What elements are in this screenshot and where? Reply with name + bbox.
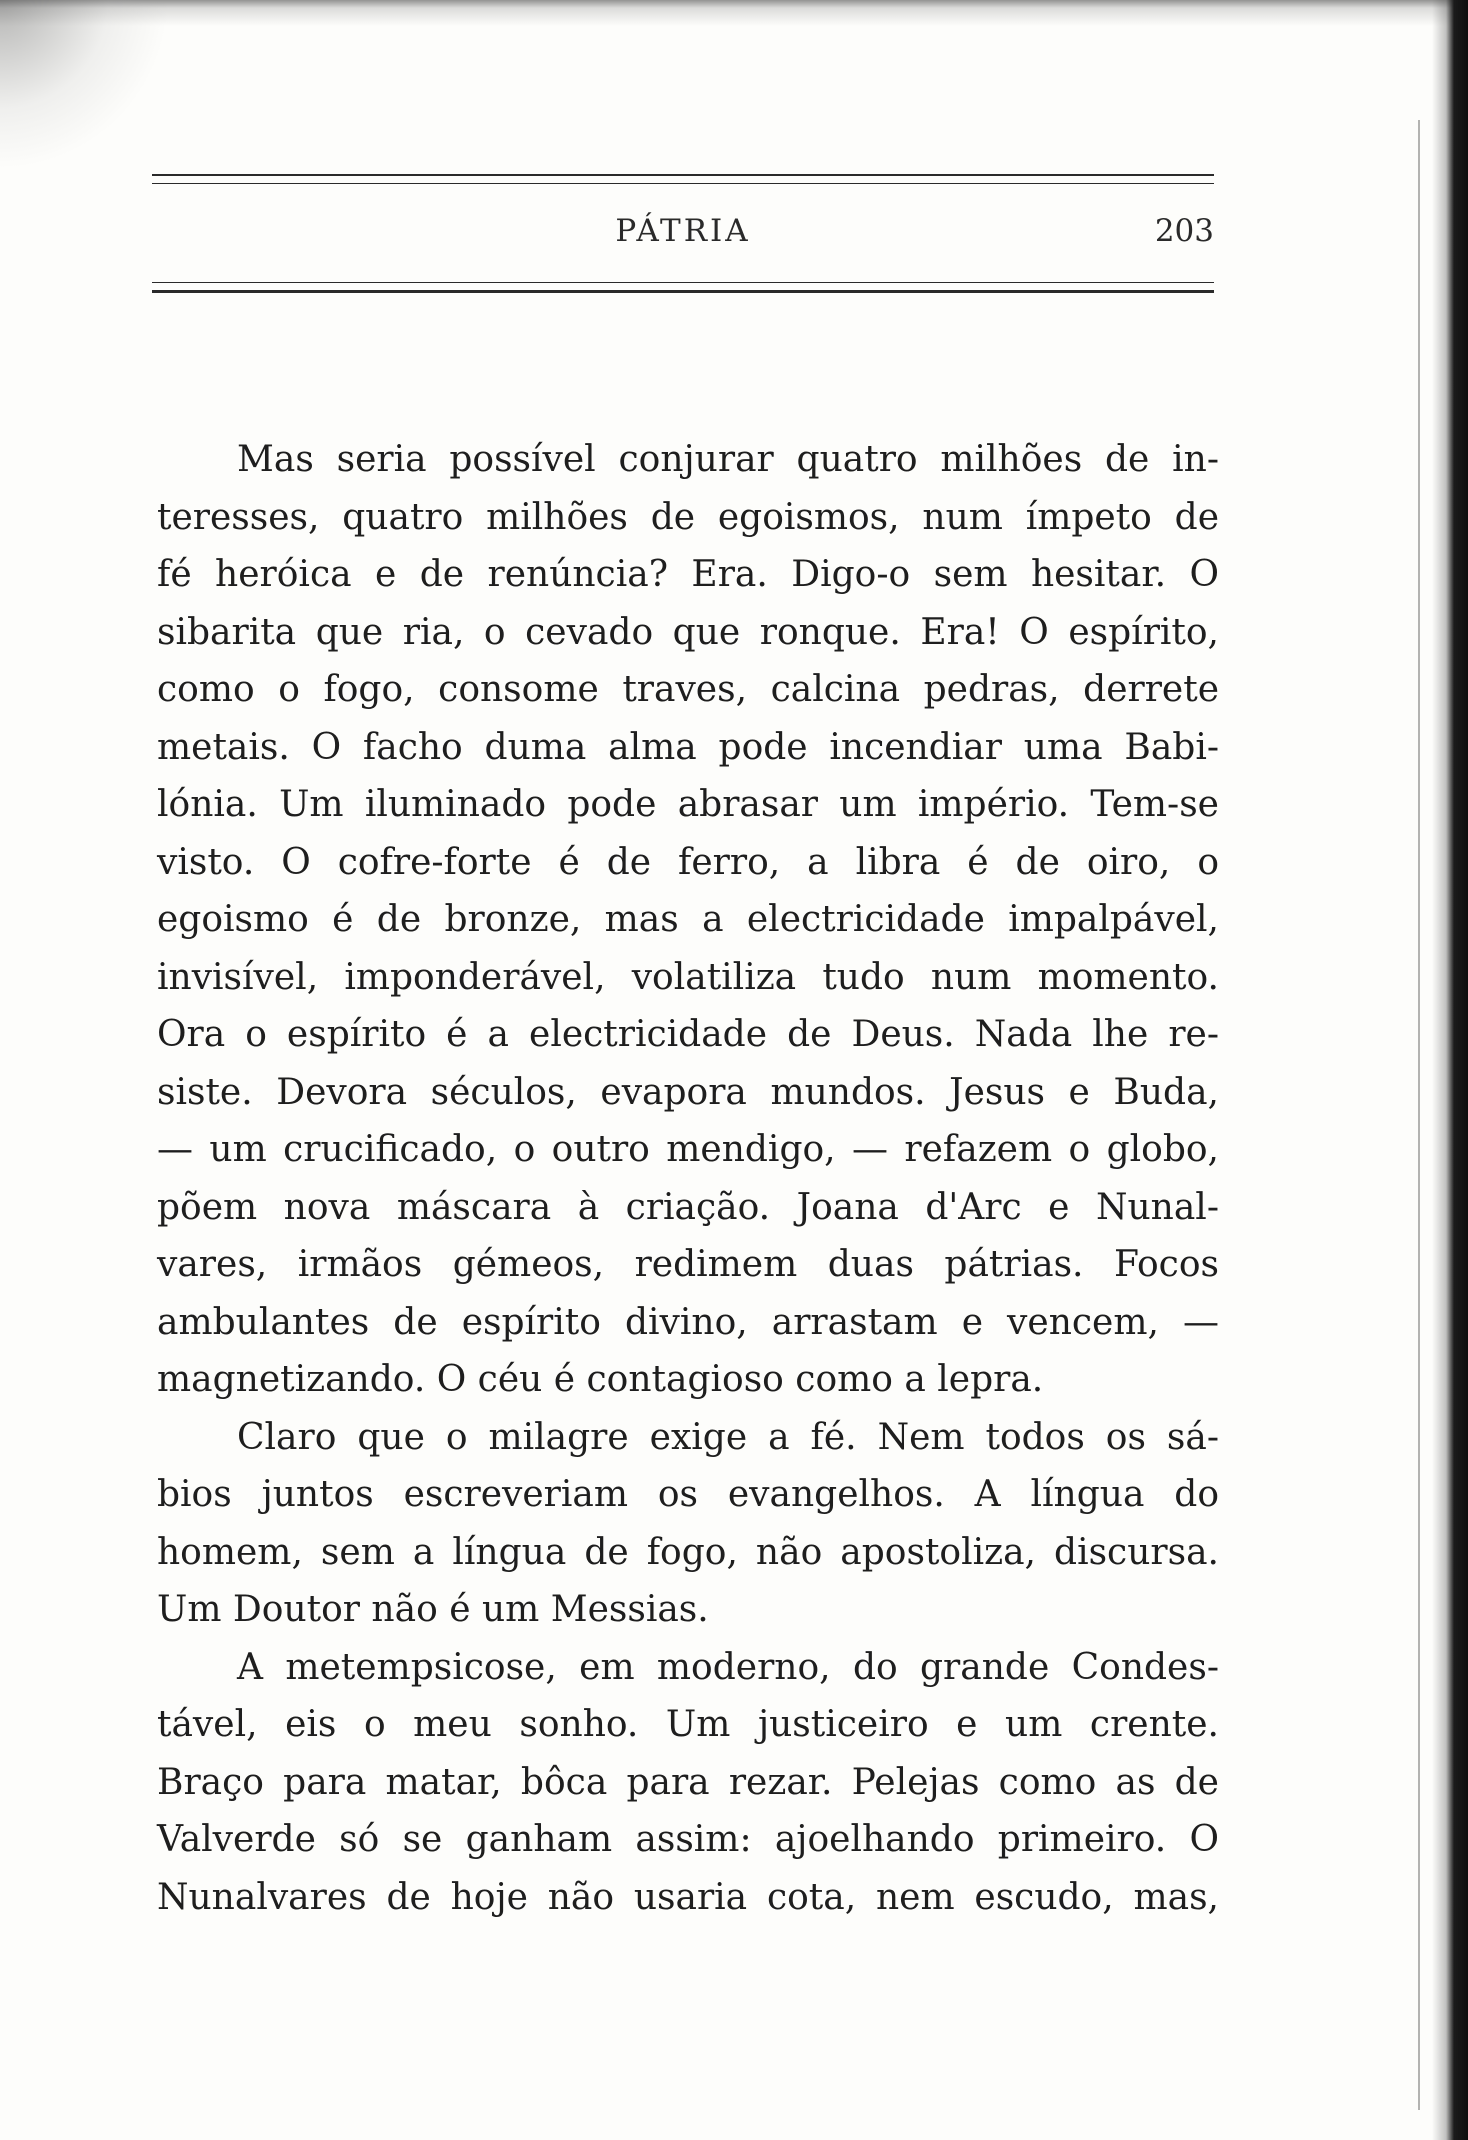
text-line: — um crucificado, o outro mendigo, — refazem o globo, (157, 1129, 1219, 1170)
text-line: Um Doutor não é um Messias. (157, 1589, 709, 1630)
text-line: como o fogo, consome traves, calcina pedras, derrete (157, 669, 1219, 710)
scan-edge-right (1432, 0, 1468, 2140)
text-line: sibarita que ria, o cevado que ronque. Era! O espírito, (157, 611, 1219, 653)
header-rule-bottom-thin (152, 282, 1214, 283)
running-head (152, 208, 1214, 254)
text-line: Mas seria possível conjurar quatro milhões de in- (237, 439, 1219, 480)
text-line: tável, eis o meu sonho. Um justiceiro e um crente. (157, 1704, 1219, 1745)
text-line: homem, sem a língua de fogo, não apostoliza, discursa. (157, 1531, 1219, 1573)
text-line: magnetizando. O céu é contagioso como a lepra. (157, 1359, 1044, 1400)
text-line: A metempsicose, em moderno, do grande Condes- (237, 1646, 1219, 1688)
text-line: põem nova máscara à criação. Joana d'Arc e Nunal- (157, 1186, 1219, 1228)
text-line: bios juntos escreveriam os evangelhos. A língua do (157, 1474, 1219, 1515)
header-rule-top-thin (152, 183, 1214, 184)
text-line: lónia. Um iluminado pode abrasar um império. Tem-se (157, 784, 1219, 825)
text-line: egoismo é de bronze, mas a electricidade impalpável, (157, 899, 1219, 940)
text-line: siste. Devora séculos, evapora mundos. Jesus e Buda, (157, 1071, 1219, 1113)
scan-shadow-line (1418, 120, 1420, 2110)
page-number: 203 (1154, 213, 1214, 249)
text-line: Valverde só se ganham assim: ajoelhando primeiro. O (157, 1819, 1219, 1860)
text-line: teresses, quatro milhões de egoismos, num ímpeto de (157, 496, 1219, 538)
scan-noise-corner (0, 0, 170, 170)
header-rule-bottom-thick (152, 290, 1214, 293)
text-line: ambulantes de espírito divino, arrastam e vencem, — (157, 1301, 1219, 1343)
text-line: vares, irmãos gémeos, redimem duas pátrias. Focos (157, 1244, 1219, 1285)
text-line: visto. O cofre-forte é de ferro, a libra é de oiro, o (157, 841, 1219, 883)
text-line: Ora o espírito é a electricidade de Deus. Nada lhe re- (157, 1014, 1219, 1055)
header-rule-top-thick (152, 174, 1214, 176)
text-line: invisível, imponderável, volatiliza tudo num momento. (157, 956, 1219, 998)
body-text (157, 431, 1219, 1926)
text-line: metais. O facho duma alma pode incendiar uma Babi- (157, 726, 1219, 768)
text-line: fé heróica e de renúncia? Era. Digo-o sem hesitar. O (157, 554, 1219, 595)
text-line: Braço para matar, bôca para rezar. Pelejas como as de (157, 1761, 1219, 1803)
text-line: Nunalvares de hoje não usaria cota, nem escudo, mas, (157, 1876, 1219, 1918)
text-line: Claro que o milagre exige a fé. Nem todos os sá- (237, 1416, 1219, 1458)
running-title: PÁTRIA (615, 213, 751, 249)
scan-edge-top (0, 0, 1468, 40)
